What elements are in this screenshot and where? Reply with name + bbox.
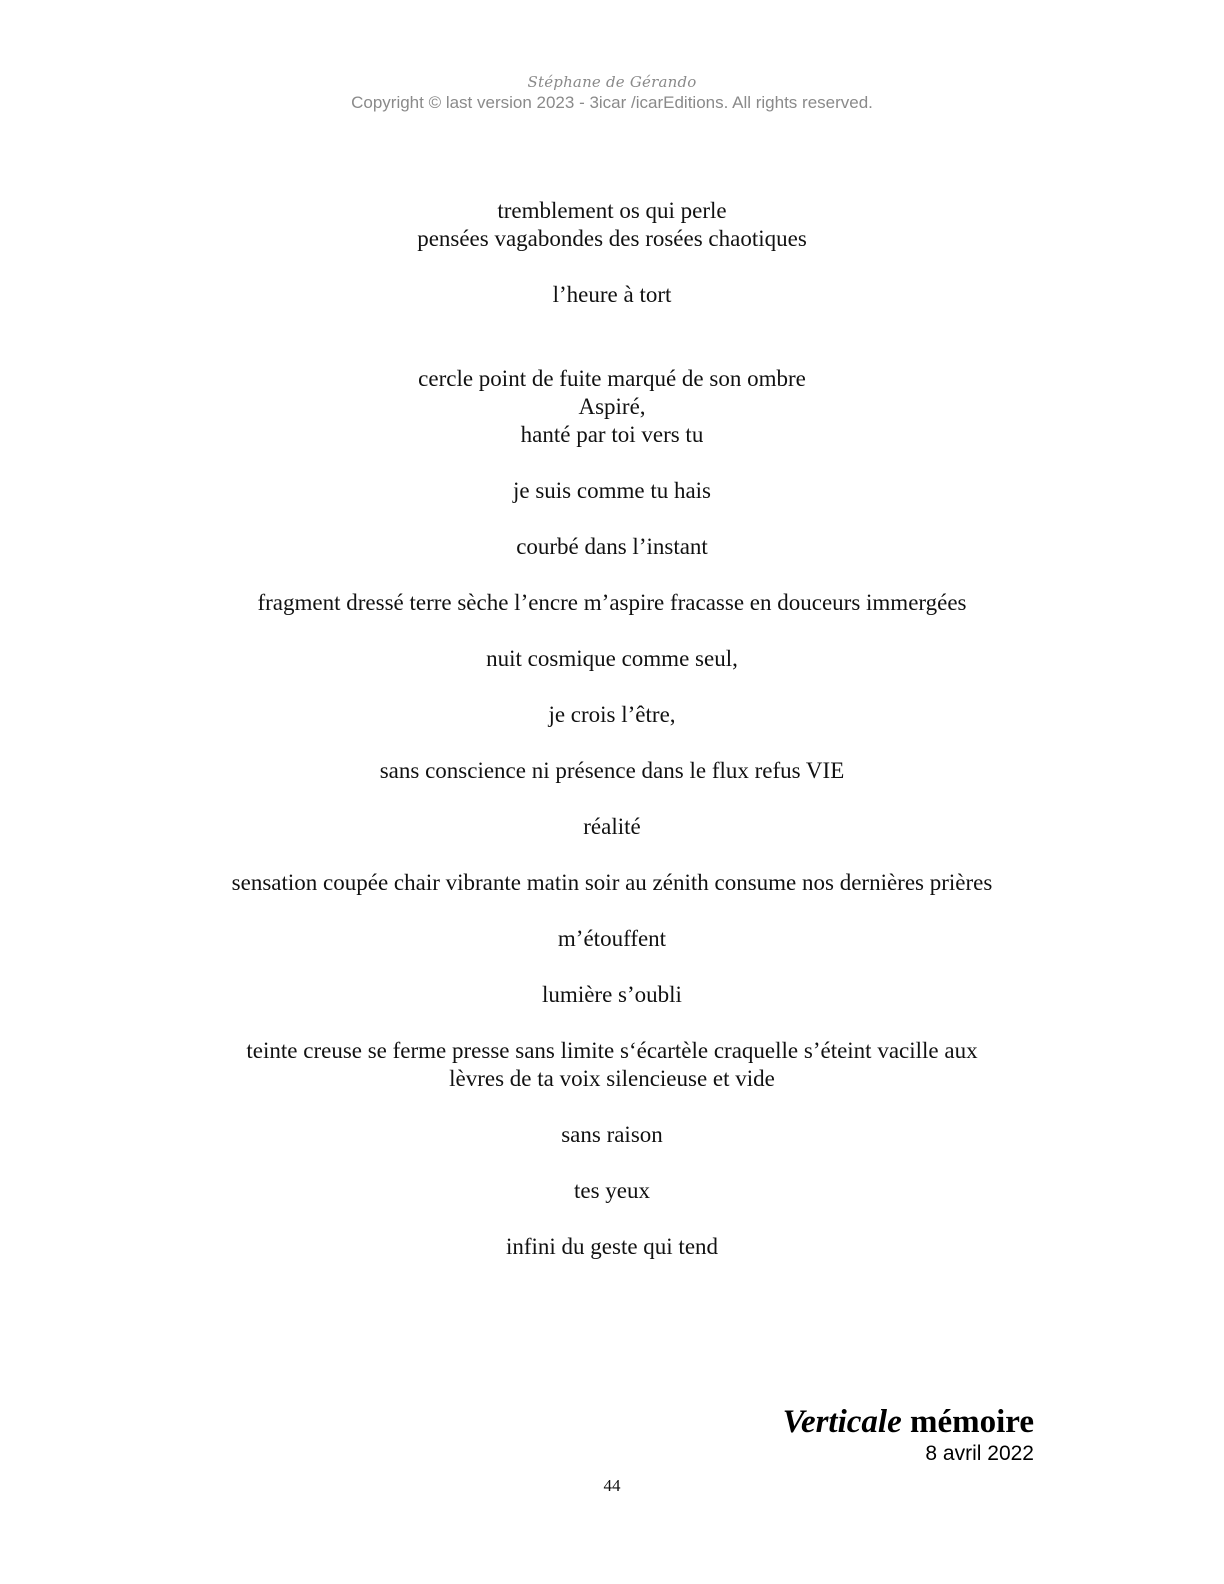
stanza: [112, 1177, 1112, 1205]
stanza: [112, 477, 1112, 505]
poem-line: teinte creuse se ferme presse sans limite s‘écartèle craquelle s’éteint vacille aux: [246, 1038, 978, 1063]
poem-line: sensation coupée chair vibrante matin soir au zénith consume nos dernières prières: [231, 870, 993, 895]
poem-line: m’étouffent: [557, 926, 667, 951]
stanza: [112, 1121, 1112, 1149]
poem-line: l’heure à tort: [552, 282, 672, 307]
poem-line: je suis comme tu hais: [512, 478, 712, 503]
page-header: [0, 72, 1224, 113]
stanza: [112, 981, 1112, 1009]
poem-line: lumière s’oubli: [542, 982, 682, 1007]
poem-line: courbé dans l’instant: [516, 534, 708, 559]
stanza: [112, 925, 1112, 953]
copyright-notice: Copyright © last version 2023 - 3icar /icarEditions. All rights reserved.: [351, 93, 873, 112]
poem-line: infini du geste qui tend: [505, 1234, 719, 1259]
author-name: Stéphane de Gérando: [527, 73, 697, 91]
poem-line: je crois l’être,: [548, 702, 676, 727]
stanza: [112, 365, 1112, 449]
stanza: [112, 869, 1112, 897]
poem-line: réalité: [583, 814, 641, 839]
poem-body: [112, 197, 1112, 1289]
poem-date: 8 avril 2022: [925, 1442, 1034, 1465]
poem-line: tremblement os qui perle: [497, 198, 727, 223]
poem-title-rest: mémoire: [910, 1404, 1034, 1440]
poem-signature: [783, 1402, 1034, 1466]
stanza: [112, 701, 1112, 729]
poem-line: lèvres de ta voix silencieuse et vide: [449, 1066, 775, 1091]
stanza: [112, 197, 1112, 253]
poem-line: nuit cosmique comme seul,: [486, 646, 738, 671]
poem-line: Aspiré,: [578, 394, 646, 419]
poem-line: cercle point de fuite marqué de son ombre: [418, 366, 806, 391]
stanza: [112, 589, 1112, 617]
poem-line: sans raison: [561, 1122, 663, 1147]
poem-line: hanté par toi vers tu: [520, 422, 704, 447]
page-number: 44: [603, 1476, 621, 1495]
poem-line: tes yeux: [573, 1178, 650, 1203]
stanza: [112, 281, 1112, 309]
stanza: [112, 757, 1112, 785]
stanza: [112, 533, 1112, 561]
poem-line: sans conscience ni présence dans le flux refus VIE: [379, 758, 845, 783]
stanza: [112, 645, 1112, 673]
stanza: [112, 813, 1112, 841]
stanza: [112, 1037, 1112, 1093]
poem-line: pensées vagabondes des rosées chaotiques: [417, 226, 807, 251]
stanza: [112, 1233, 1112, 1261]
poem-title: [783, 1402, 1034, 1442]
poem-title-italic: Verticale: [782, 1404, 902, 1440]
poem-line: fragment dressé terre sèche l’encre m’aspire fracasse en douceurs immergées: [257, 590, 967, 615]
